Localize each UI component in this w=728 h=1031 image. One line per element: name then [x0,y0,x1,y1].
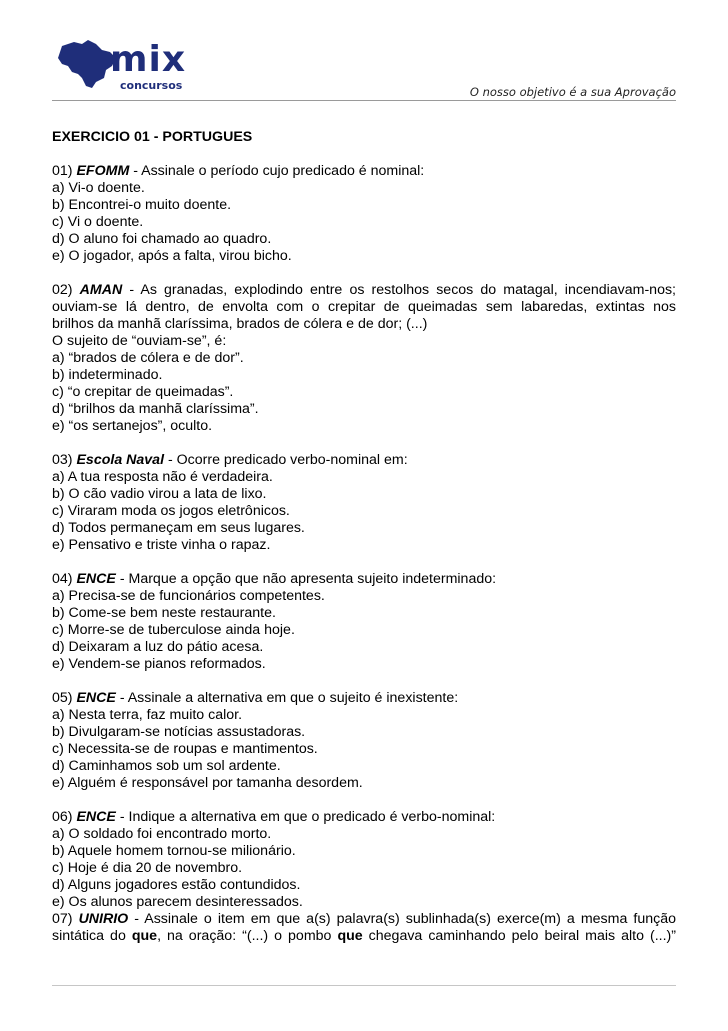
answer-option: c) Viraram moda os jogos eletrônicos. [52,503,290,519]
answer-option: b) O cão vadio virou a lata de lixo. [52,486,267,502]
question-04 [52,571,676,673]
question-source: Escola Naval [76,452,165,468]
answer-option: d) Todos permaneçam em seus lugares. [52,520,305,536]
exercise-title: EXERCICIO 01 - PORTUGUES [52,129,253,145]
answer-option: c) “o crepitar de queimadas”. [52,384,234,400]
header-tagline: O nosso objetivo é a sua Aprovação [469,85,676,99]
answer-option: c) Necessita-se de roupas e mantimentos. [52,741,318,757]
question-stem: 06) ENCE - Indique a alternativa em que o predicado é verbo-nominal: [52,809,496,825]
question-stem-line: ouviam-se lá dentro, de envolta com o crepitar de queimadas sem labaredas, extintas nos [52,299,676,315]
page-header [52,38,676,102]
answer-option: b) Divulgaram-se notícias assustadoras. [52,724,306,740]
highlighted-word: que [337,928,363,944]
answer-option: a) O soldado foi encontrado morto. [52,826,272,842]
question-source: ENCE [76,809,116,825]
answer-option: d) Caminhamos sob um sol ardente. [52,758,281,774]
logo-text-concursos: concursos [120,79,183,92]
answer-option: b) indeterminado. [52,367,163,383]
question-stem: 02) AMAN - As granadas, explodindo entre os restolhos secos do matagal, incendiavam-nos; [52,282,676,298]
answer-option: e) Alguém é responsável por tamanha desordem. [52,775,363,791]
footer-divider [52,985,676,986]
question-03 [52,452,676,554]
answer-option: d) “brilhos da manhã claríssima”. [52,401,259,417]
answer-option: e) O jogador, após a falta, virou bicho. [52,248,292,264]
question-stem: 01) EFOMM - Assinale o período cujo predicado é nominal: [52,163,425,179]
question-07 [52,911,676,945]
question-source: UNIRIO [78,911,129,927]
logo-text-mix: mix [110,39,187,80]
question-stem-line: brilhos da manhã claríssima, brados de cólera e de dor; (...) [52,316,428,332]
answer-option: e) Vendem-se pianos reformados. [52,656,266,672]
answer-option: a) Nesta terra, faz muito calor. [52,707,243,723]
question-stem-line: sintática do que, na oração: “(...) o pombo que chegava caminhando pelo beiral mais alto (...)” [52,928,676,944]
exercise-content [52,129,676,962]
question-02 [52,282,676,435]
question-stem-line: O sujeito de “ouviam-se”, é: [52,333,227,349]
answer-option: d) O aluno foi chamado ao quadro. [52,231,272,247]
question-stem: 04) ENCE - Marque a opção que não apresenta sujeito indeterminado: [52,571,497,587]
answer-option: a) Precisa-se de funcionários competentes. [52,588,325,604]
question-source: EFOMM [76,163,130,179]
answer-option: a) Vi-o doente. [52,180,145,196]
mix-concursos-logo [52,38,192,92]
answer-option: c) Hoje é dia 20 de novembro. [52,860,243,876]
question-source: ENCE [76,571,116,587]
answer-option: c) Morre-se de tuberculose ainda hoje. [52,622,295,638]
answer-option: c) Vi o doente. [52,214,144,230]
answer-option: b) Come-se bem neste restaurante. [52,605,276,621]
answer-option: d) Deixaram a luz do pátio acesa. [52,639,264,655]
header-divider [52,100,676,101]
question-stem: 03) Escola Naval - Ocorre predicado verbo-nominal em: [52,452,408,468]
answer-option: e) “os sertanejos”, oculto. [52,418,213,434]
answer-option: d) Alguns jogadores estão contundidos. [52,877,301,893]
question-01 [52,163,676,265]
answer-option: e) Pensativo e triste vinha o rapaz. [52,537,271,553]
answer-option: a) “brados de cólera e de dor”. [52,350,244,366]
question-06 [52,809,676,911]
answer-option: b) Aquele homem tornou-se milionário. [52,843,296,859]
question-source: AMAN [79,282,123,298]
highlighted-word: que [131,928,158,944]
question-stem: 07) UNIRIO - Assinale o item em que a(s) palavra(s) sublinhada(s) exerce(m) a mesma função [52,911,676,927]
answer-option: a) A tua resposta não é verdadeira. [52,469,273,485]
question-source: ENCE [76,690,116,706]
answer-option: e) Os alunos parecem desinteressados. [52,894,303,910]
question-stem: 05) ENCE - Assinale a alternativa em que o sujeito é inexistente: [52,690,459,706]
answer-option: b) Encontrei-o muito doente. [52,197,232,213]
question-05 [52,690,676,792]
